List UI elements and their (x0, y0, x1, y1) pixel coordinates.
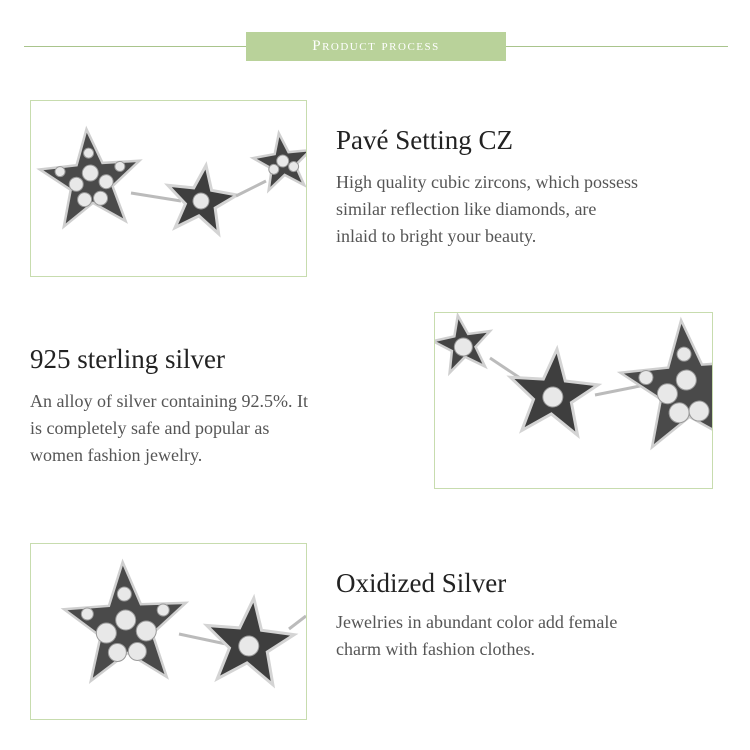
desc-line: inlaid to bright your beauty. (336, 226, 537, 246)
section-desc-oxidized (336, 609, 736, 663)
section-header-label: Product process (312, 38, 440, 54)
star-small (250, 129, 306, 192)
star-large (62, 559, 190, 682)
section-title-oxidized: Oxidized Silver (336, 568, 507, 598)
desc-line: Jewelries in abundant color add female (336, 612, 618, 632)
desc-line: High quality cubic zircons, which possess (336, 172, 638, 192)
chain-2 (236, 181, 266, 196)
section-title-silver: 925 sterling silver (30, 344, 225, 374)
product-image-oxidized (30, 543, 307, 720)
star-medium (201, 594, 297, 687)
chain-2 (289, 616, 306, 629)
header-divider-right (506, 46, 728, 47)
section-desc-pave (336, 169, 736, 250)
star-large (616, 315, 712, 450)
product-image-silver (434, 312, 713, 489)
chain-2 (595, 385, 645, 395)
desc-line: similar reflection like diamonds, are (336, 199, 597, 219)
section-header (246, 32, 506, 61)
desc-line: is completely safe and popular as (30, 418, 270, 438)
star-medium (162, 160, 241, 235)
star-medium (506, 345, 601, 436)
desc-line: women fashion jewelry. (30, 445, 203, 465)
star-large (37, 125, 145, 228)
desc-line: charm with fashion clothes. (336, 639, 535, 659)
chain-1 (131, 193, 181, 201)
chain-1 (490, 358, 520, 378)
section-title-pave: Pavé Setting CZ (336, 125, 513, 155)
header-divider-left (24, 46, 246, 47)
desc-line: An alloy of silver containing 92.5%. It (30, 391, 308, 411)
product-image-pave (30, 100, 307, 277)
section-desc-silver (30, 388, 390, 469)
star-small (435, 313, 496, 375)
